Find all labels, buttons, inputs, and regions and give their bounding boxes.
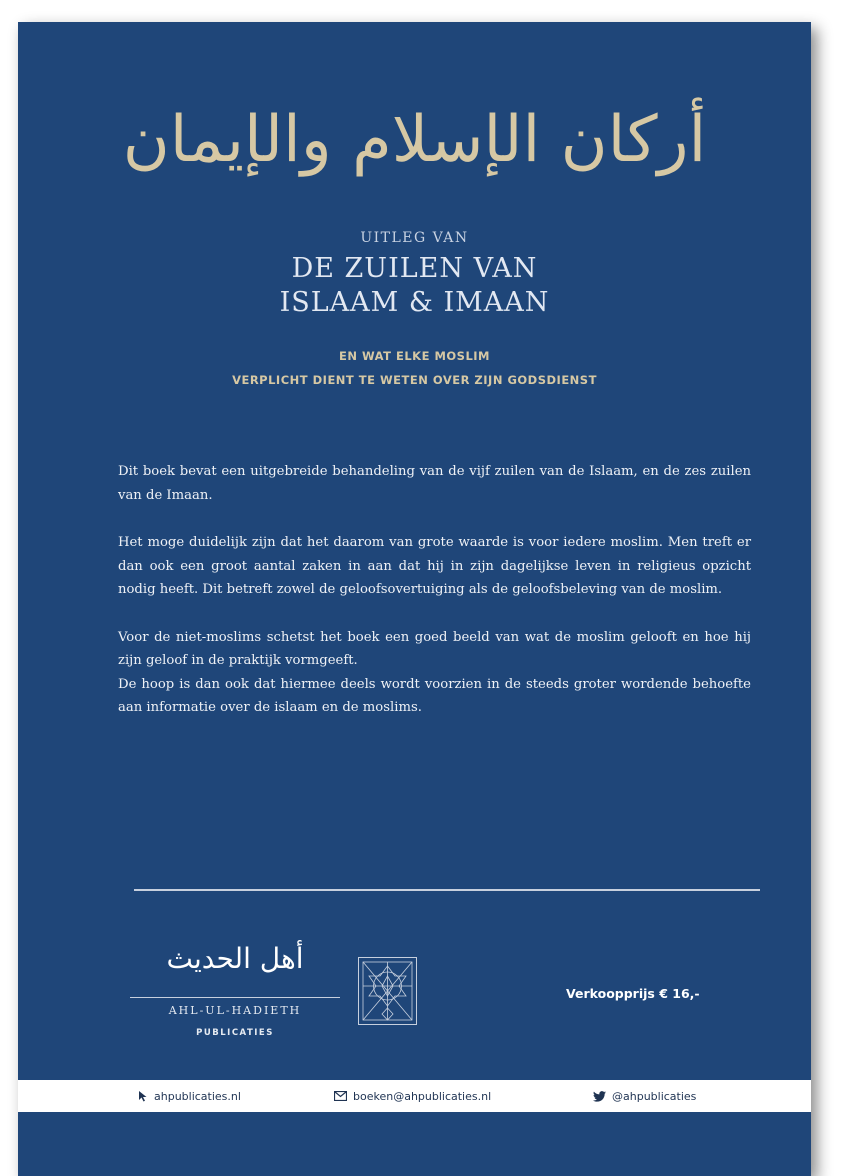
twitter-item[interactable] (593, 1080, 696, 1112)
price-label: Verkoopprijs € 16,- (566, 986, 700, 1001)
email-text[interactable]: boeken@ahpublicaties.nl (353, 1089, 492, 1103)
description (118, 460, 751, 744)
website-text[interactable]: ahpublicaties.nl (154, 1089, 241, 1103)
logo-divider (130, 997, 340, 998)
twitter-text[interactable]: @ahpublicaties (612, 1089, 697, 1103)
title-line-2: ISLAAM & IMAAN (279, 287, 550, 318)
cursor-icon (138, 1090, 148, 1102)
geometric-pattern-icon (358, 957, 417, 1025)
subtitle-line-2: VERPLICHT DIENT TE WETEN OVER ZIJN GODSDIENST (232, 373, 597, 387)
arabic-title: أركان الإسلام والإيمان (122, 103, 707, 177)
title-line-1: DE ZUILEN VAN (291, 253, 538, 284)
twitter-icon (593, 1091, 606, 1102)
main-title (18, 252, 811, 320)
website-item[interactable] (138, 1080, 241, 1112)
publisher-name: AHL-UL-HADIETH (168, 1004, 302, 1017)
subtitle-line-1: EN WAT ELKE MOSLIM (338, 349, 490, 363)
paragraph-1: Dit boek bevat een uitgebreide behandeling van de vijf zuilen van de Islaam, en de zes zuilen van de Imaan. (118, 464, 751, 503)
mail-icon (334, 1091, 347, 1101)
footer-bar (18, 1080, 811, 1112)
email-item[interactable] (334, 1080, 491, 1112)
book-back-cover (18, 22, 811, 1176)
publisher-arabic-logo: أهل الحديث (166, 942, 304, 975)
paragraph-2: Het moge duidelijk zijn dat het daarom van grote waarde is voor iedere moslim. Men treft er dan ook een groot aantal zaken in aan dat hij in zijn dagelijkse leven in religieus opzicht nodig heeft. Dit betreft zowel de geloofsovertuiging als de geloofsbeleving van de moslim. (118, 535, 751, 597)
paragraph-3b: De hoop is dan ook dat hiermee deels wordt voorzien in de steeds groter wordende behoefte aan informatie over de islaam en de moslims. (118, 676, 751, 715)
publisher-sub: PUBLICATIES (196, 1028, 274, 1038)
subtitle (18, 344, 811, 392)
divider (134, 889, 760, 891)
uitleg-label: UITLEG VAN (360, 230, 469, 246)
paragraph-3a: Voor de niet-moslims schetst het boek een goed beeld van wat de moslim gelooft en hoe hij zijn geloof in de praktijk vormgeeft. (118, 629, 751, 668)
